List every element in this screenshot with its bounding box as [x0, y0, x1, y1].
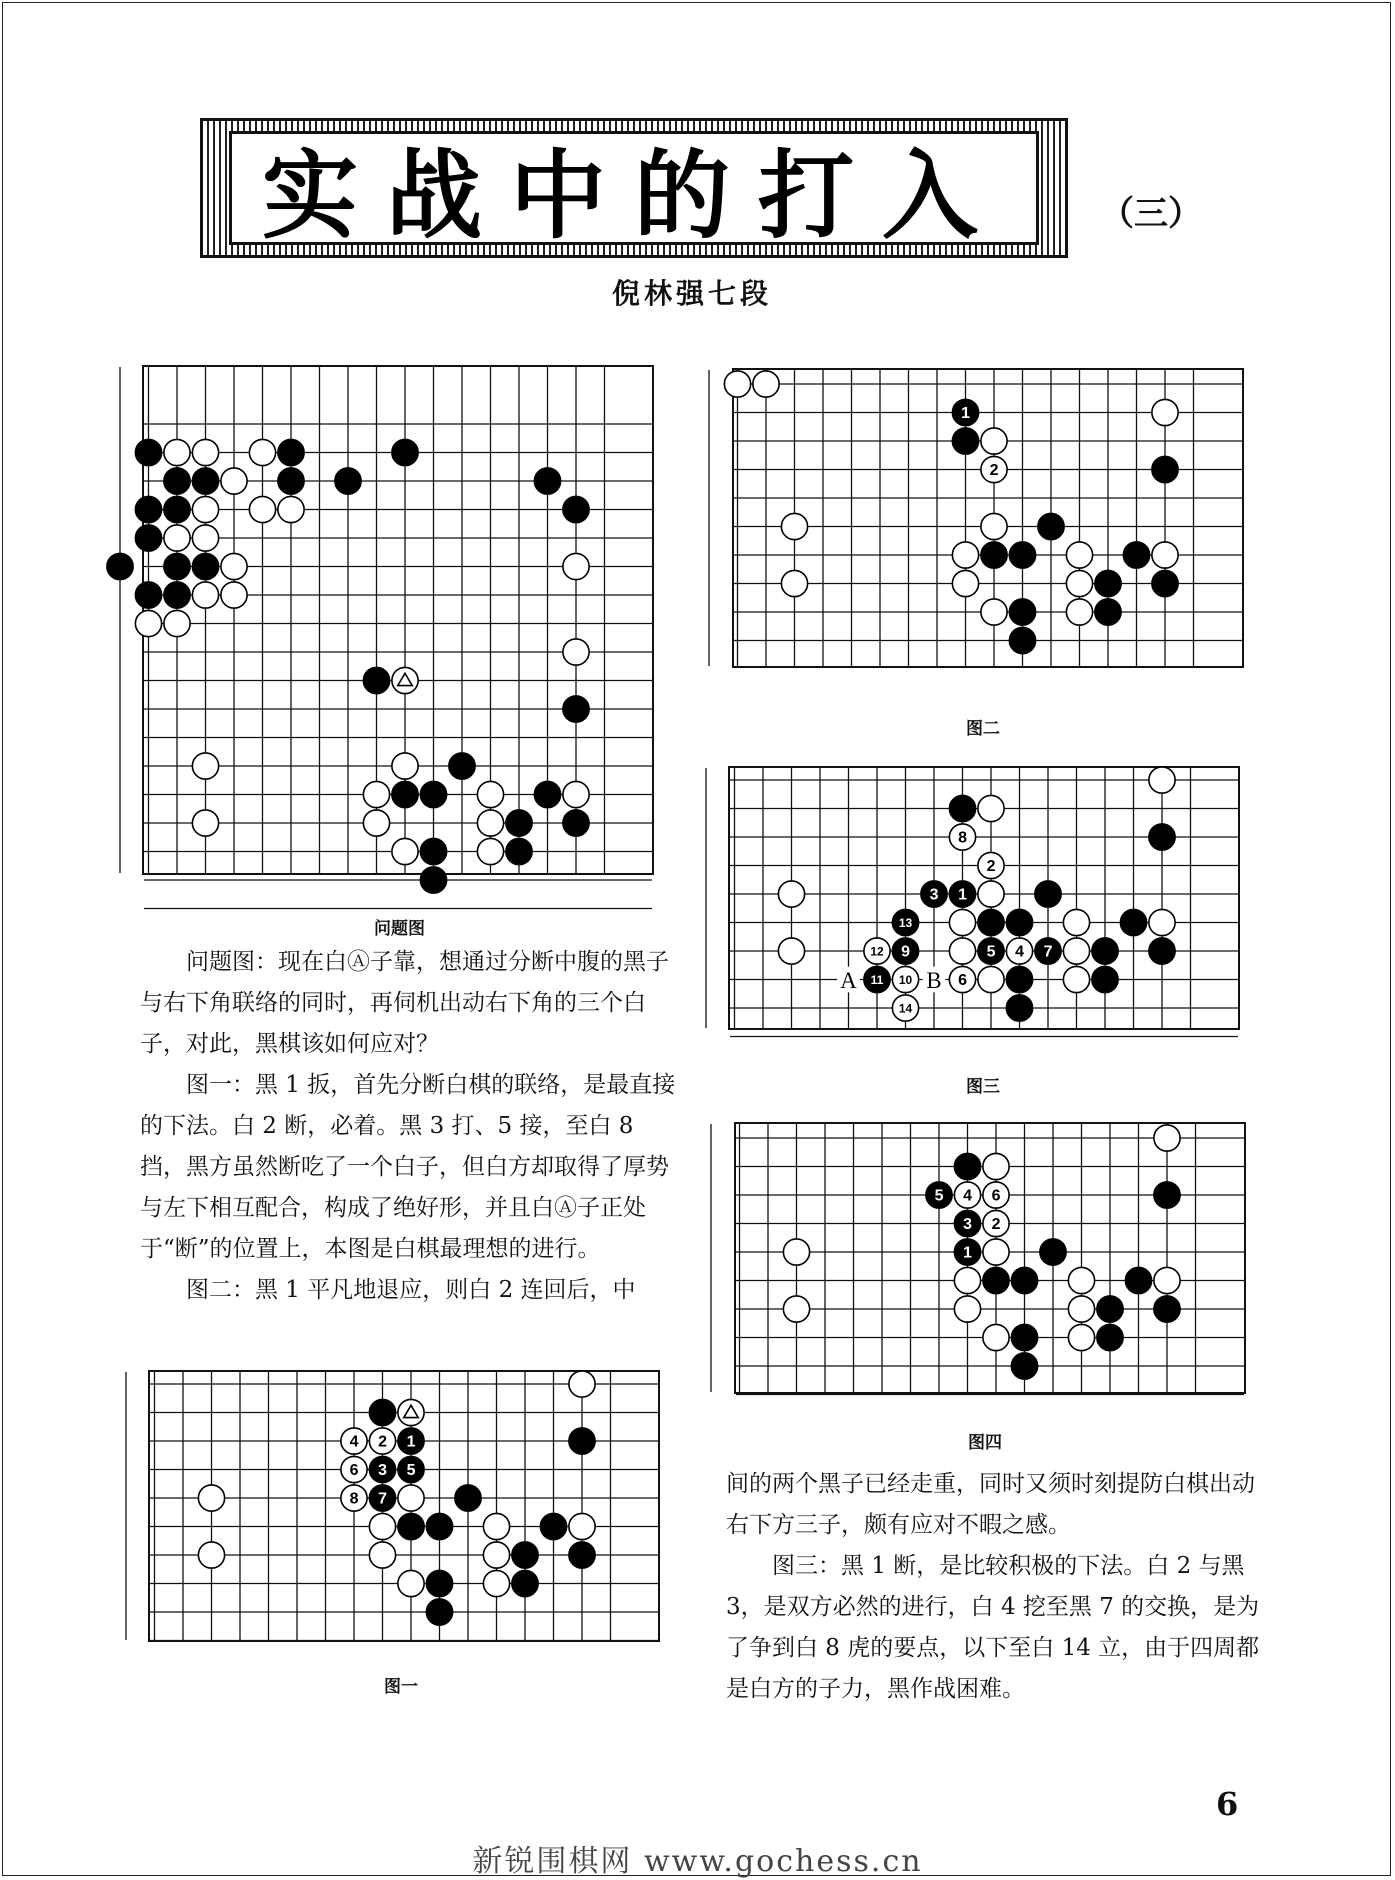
- black-stone: [1125, 1267, 1151, 1293]
- white-stone: [1068, 1267, 1094, 1293]
- white-stone: [952, 542, 978, 568]
- black-stone: [164, 468, 190, 494]
- go-board-svg: [734, 370, 1242, 666]
- black-stone: [534, 468, 560, 494]
- black-stone: [569, 1542, 595, 1568]
- black-stone: [1095, 570, 1121, 596]
- move-number: 8: [349, 1490, 359, 1508]
- white-stone: [781, 570, 807, 596]
- move-number: 3: [963, 1216, 972, 1234]
- go-board-svg: [730, 768, 1238, 1028]
- black-stone: [1011, 1324, 1037, 1350]
- white-stone: [1152, 399, 1178, 425]
- black-stone: [426, 1599, 452, 1625]
- move-number: 3: [378, 1462, 387, 1480]
- white-stone: [392, 753, 418, 779]
- white-stone: [563, 553, 589, 579]
- black-stone: [1006, 909, 1032, 935]
- white-stone: [1149, 909, 1175, 935]
- black-stone: [978, 909, 1004, 935]
- black-stone: [135, 525, 161, 551]
- paragraph: 图二：黑 1 平凡地退应，则白 2 连回后，中: [186, 1277, 636, 1303]
- title-panel: [229, 131, 1039, 252]
- watermark-footer: 新锐围棋网 www.gochess.cn: [472, 1844, 923, 1879]
- white-stone: [983, 1324, 1009, 1350]
- author-byline: 倪林强七段: [612, 277, 773, 310]
- figure-4-caption: 图四: [968, 1433, 1002, 1453]
- black-stone: [983, 1267, 1009, 1293]
- black-stone: [1152, 570, 1178, 596]
- black-stone: [1038, 513, 1064, 539]
- move-number: 6: [991, 1187, 1001, 1205]
- move-number: 11: [870, 972, 884, 987]
- part-number: （三）: [1100, 194, 1202, 234]
- move-number: 10: [898, 972, 913, 987]
- move-number: 2: [986, 858, 996, 876]
- white-stone: [198, 1485, 224, 1511]
- move-number: 6: [958, 972, 967, 990]
- white-stone: [978, 966, 1004, 992]
- white-stone: [192, 525, 218, 551]
- black-stone: [1120, 909, 1146, 935]
- black-stone: [1009, 599, 1035, 625]
- problem-caption: 问题图: [374, 919, 425, 939]
- white-stone: [781, 513, 807, 539]
- black-stone: [1154, 1182, 1180, 1208]
- black-stone: [426, 1513, 452, 1539]
- white-stone: [483, 1542, 509, 1568]
- black-stone: [449, 753, 475, 779]
- white-stone: [1154, 1267, 1180, 1293]
- white-stone: [783, 1239, 809, 1265]
- white-stone: [198, 1542, 224, 1568]
- black-stone: [1149, 938, 1175, 964]
- black-stone: [164, 553, 190, 579]
- black-stone: [1011, 1267, 1037, 1293]
- white-stone: [398, 1485, 424, 1511]
- white-stone: [164, 439, 190, 465]
- white-stone: [978, 881, 1004, 907]
- black-stone: [192, 468, 218, 494]
- black-stone: [1123, 542, 1149, 568]
- paragraph: 图一：黑 1 扳，首先分断白棋的联络，是最直接的下法。白 2 断，必着。黑 3 打、5 接，至白 8 挡，黑方虽然断吃了一个白子，但白方却取得了厚势与左下相互配合，构成了绝好形，并且白Ⓐ子正处于“断”的位置上，本图是白棋最理想的进行。: [140, 1072, 676, 1262]
- left-column-text: [140, 942, 682, 1311]
- black-stone: [135, 439, 161, 465]
- white-stone: [249, 496, 275, 522]
- white-stone: [135, 610, 161, 636]
- black-stone: [335, 468, 361, 494]
- article-title: 实战中的打入: [262, 138, 1006, 252]
- white-stone: [954, 1296, 980, 1322]
- black-stone: [534, 781, 560, 807]
- black-stone: [563, 810, 589, 836]
- move-number: 3: [929, 886, 939, 904]
- white-stone: [1066, 599, 1092, 625]
- black-stone: [1006, 966, 1032, 992]
- white-stone: [164, 525, 190, 551]
- white-stone: [1063, 909, 1089, 935]
- white-stone: [981, 599, 1007, 625]
- white-stone: [1066, 542, 1092, 568]
- move-number: 12: [870, 944, 884, 959]
- move-number: 5: [934, 1187, 944, 1205]
- white-stone: [1152, 542, 1178, 568]
- white-stone: [192, 439, 218, 465]
- white-stone: [363, 781, 389, 807]
- figure-3-caption: 图三: [966, 1077, 1000, 1097]
- black-stone: [420, 781, 446, 807]
- white-stone: [569, 1371, 595, 1397]
- move-number: 1: [961, 405, 970, 423]
- figure-4-diagram: [734, 1122, 1246, 1394]
- move-number: 1: [406, 1433, 416, 1451]
- right-column-text: [726, 1464, 1268, 1710]
- black-stone: [506, 838, 532, 864]
- black-stone: [540, 1513, 566, 1539]
- white-stone: [483, 1513, 509, 1539]
- white-stone: [192, 582, 218, 608]
- white-stone: [369, 1542, 395, 1568]
- black-stone: [563, 496, 589, 522]
- black-stone: [164, 496, 190, 522]
- black-stone: [1154, 1296, 1180, 1322]
- go-board-svg: [736, 1124, 1244, 1392]
- white-stone: [221, 468, 247, 494]
- black-stone: [952, 428, 978, 454]
- black-stone: [192, 553, 218, 579]
- white-stone: [569, 1513, 595, 1539]
- move-number: 7: [1043, 943, 1053, 961]
- figure-3-diagram: [728, 766, 1240, 1030]
- black-stone: [1092, 966, 1118, 992]
- black-stone: [949, 795, 975, 821]
- point-label: B: [926, 968, 942, 994]
- go-board-svg: [150, 1372, 658, 1640]
- white-stone: [753, 371, 779, 397]
- black-stone: [1095, 599, 1121, 625]
- black-stone: [954, 1153, 980, 1179]
- black-stone: [512, 1570, 538, 1596]
- black-stone: [1152, 456, 1178, 482]
- white-stone: [783, 1296, 809, 1322]
- black-stone: [1009, 542, 1035, 568]
- white-stone: [192, 753, 218, 779]
- white-stone: [278, 496, 304, 522]
- figure-1-caption: 图一: [384, 1677, 418, 1697]
- black-stone: [135, 582, 161, 608]
- black-stone: [392, 781, 418, 807]
- white-stone: [363, 810, 389, 836]
- white-stone: [398, 1399, 424, 1425]
- black-stone: [1097, 1296, 1123, 1322]
- white-stone: [1066, 570, 1092, 596]
- white-stone: [192, 810, 218, 836]
- black-stone: [398, 1513, 424, 1539]
- black-stone: [1035, 881, 1061, 907]
- black-stone: [392, 439, 418, 465]
- move-number: 1: [963, 1244, 972, 1262]
- move-number: 8: [958, 829, 967, 847]
- black-stone: [164, 582, 190, 608]
- white-stone: [1154, 1125, 1180, 1151]
- paragraph: 图三：黑 1 断，是比较积极的下法。白 2 与黑 3，是双方必然的进行，白 4 挖至黑 7 的交换，是为了争到白 8 虎的要点，以下至白 14 立，由于四周都是白方的子力，黑作战困难。: [726, 1553, 1260, 1702]
- white-stone: [1149, 767, 1175, 793]
- paragraph: 间的两个黑子已经走重，同时又须时刻提防白棋出动右下方三子，颇有应对不暇之感。: [726, 1471, 1255, 1538]
- title-banner: [200, 118, 1068, 258]
- figure-2-diagram: [732, 368, 1244, 668]
- black-stone: [506, 810, 532, 836]
- white-stone: [778, 938, 804, 964]
- white-stone: [369, 1513, 395, 1539]
- white-stone: [192, 496, 218, 522]
- move-number: 2: [989, 462, 999, 480]
- move-number: 4: [1015, 943, 1024, 961]
- black-stone: [1149, 824, 1175, 850]
- white-stone: [1068, 1324, 1094, 1350]
- white-stone: [164, 610, 190, 636]
- white-stone: [952, 570, 978, 596]
- white-stone: [949, 909, 975, 935]
- move-number: 5: [406, 1462, 416, 1480]
- black-stone: [981, 542, 1007, 568]
- white-stone: [392, 667, 418, 693]
- black-stone: [455, 1485, 481, 1511]
- black-stone: [569, 1428, 595, 1454]
- black-stone: [363, 667, 389, 693]
- black-stone: [420, 867, 446, 893]
- white-stone: [981, 513, 1007, 539]
- black-stone: [135, 496, 161, 522]
- move-number: 2: [991, 1216, 1001, 1234]
- white-stone: [949, 938, 975, 964]
- white-stone: [778, 881, 804, 907]
- black-stone: [420, 838, 446, 864]
- paragraph: 问题图：现在白Ⓐ子靠，想通过分断中腹的黑子与右下角联络的同时，再伺机出动右下角的三个白子，对此，黑棋该如何应对？: [140, 949, 669, 1057]
- white-stone: [249, 439, 275, 465]
- white-stone: [983, 1153, 1009, 1179]
- black-stone: [278, 468, 304, 494]
- move-number: 13: [898, 915, 913, 930]
- move-number: 6: [349, 1462, 359, 1480]
- white-stone: [1063, 966, 1089, 992]
- black-stone: [369, 1399, 395, 1425]
- black-stone: [426, 1570, 452, 1596]
- white-stone: [483, 1570, 509, 1596]
- white-stone: [477, 810, 503, 836]
- move-number: 9: [901, 943, 910, 961]
- white-stone: [477, 838, 503, 864]
- move-number: 4: [349, 1433, 359, 1451]
- black-stone: [512, 1542, 538, 1568]
- white-stone: [978, 795, 1004, 821]
- black-stone: [1097, 1324, 1123, 1350]
- point-label: A: [840, 968, 857, 994]
- move-number: 4: [963, 1187, 972, 1205]
- go-board-svg: [144, 367, 652, 873]
- black-stone: [1009, 627, 1035, 653]
- move-number: 14: [898, 1001, 913, 1016]
- move-number: 2: [378, 1433, 387, 1451]
- white-stone: [724, 371, 750, 397]
- figure-1-diagram: [148, 1370, 660, 1642]
- white-stone: [983, 1239, 1009, 1265]
- figure-2-caption: 图二: [966, 719, 1000, 739]
- black-stone: [278, 439, 304, 465]
- move-number: 1: [958, 886, 967, 904]
- white-stone: [221, 553, 247, 579]
- white-stone: [981, 428, 1007, 454]
- white-stone: [221, 582, 247, 608]
- black-stone: [107, 553, 133, 579]
- white-stone: [477, 781, 503, 807]
- page-number: 6: [1216, 1785, 1239, 1823]
- white-stone: [1068, 1296, 1094, 1322]
- white-stone: [1063, 938, 1089, 964]
- white-stone: [392, 838, 418, 864]
- problem-diagram: [142, 365, 654, 875]
- move-number: 7: [378, 1490, 387, 1508]
- black-stone: [1092, 938, 1118, 964]
- black-stone: [1011, 1353, 1037, 1379]
- black-stone: [1040, 1239, 1066, 1265]
- white-stone: [563, 781, 589, 807]
- black-stone: [563, 696, 589, 722]
- move-number: 5: [986, 943, 996, 961]
- white-stone: [954, 1267, 980, 1293]
- black-stone: [1006, 995, 1032, 1021]
- white-stone: [563, 639, 589, 665]
- white-stone: [398, 1570, 424, 1596]
